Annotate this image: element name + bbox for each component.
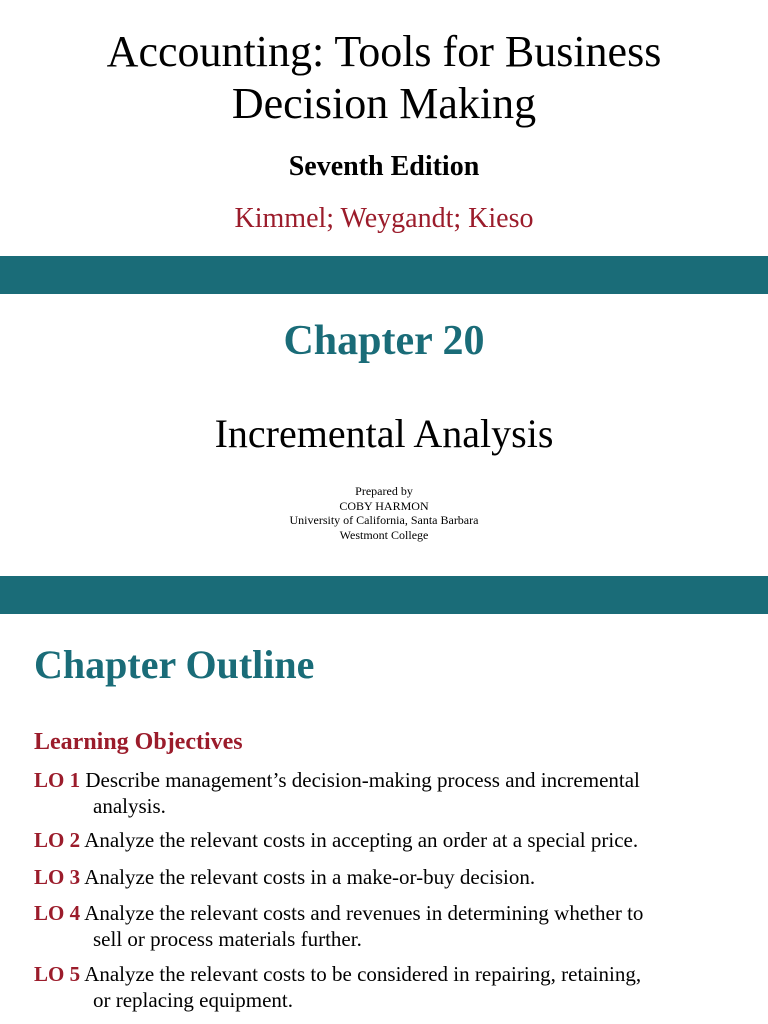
lo-text: Analyze the relevant costs to be considered in repairing, retaining, [84, 962, 642, 986]
learning-objective-item [34, 827, 734, 853]
outline-title: Chapter Outline [34, 642, 315, 687]
lo-code: LO 4 [34, 901, 81, 925]
divider-band-top [0, 256, 768, 294]
edition-label: Seventh Edition [288, 151, 480, 182]
authors-label: Kimmel; Weygandt; Kieso [234, 203, 534, 234]
book-title [0, 26, 768, 130]
learning-objective-item [34, 961, 734, 1013]
prepared-by-block [0, 484, 768, 542]
chapter-number: Chapter 20 [283, 318, 485, 364]
chapter-title: Incremental Analysis [214, 411, 554, 456]
learning-objective-item [34, 900, 734, 952]
lo-text: Analyze the relevant costs in a make-or-buy decision. [84, 865, 536, 889]
learning-objective-item [34, 864, 734, 890]
prepared-by-label: Prepared by [355, 484, 413, 498]
lo-code: LO 3 [34, 865, 81, 889]
learning-objectives-heading: Learning Objectives [34, 729, 243, 755]
lo-text: Analyze the relevant costs in accepting an order at a special price. [84, 828, 639, 852]
preparer-name: COBY HARMON [339, 498, 429, 513]
lo-text: Describe management’s decision-making process and incremental [85, 768, 640, 792]
preparer-affiliation-2: Westmont College [339, 527, 429, 542]
lo-text-continued: or replacing equipment. [93, 988, 294, 1012]
lo-text-continued: analysis. [93, 794, 166, 818]
learning-objective-item [34, 767, 734, 819]
lo-code: LO 2 [34, 828, 81, 852]
lo-code: LO 5 [34, 962, 81, 986]
book-title-line-2: Decision Making [231, 79, 537, 128]
lo-text-continued: sell or process materials further. [93, 927, 362, 951]
preparer-affiliation-1: University of California, Santa Barbara [289, 513, 479, 527]
divider-band-bottom [0, 576, 768, 614]
lo-code: LO 1 [34, 768, 81, 792]
book-title-line-1: Accounting: Tools for Business [106, 27, 662, 76]
lo-text: Analyze the relevant costs and revenues in determining whether to [84, 901, 644, 925]
